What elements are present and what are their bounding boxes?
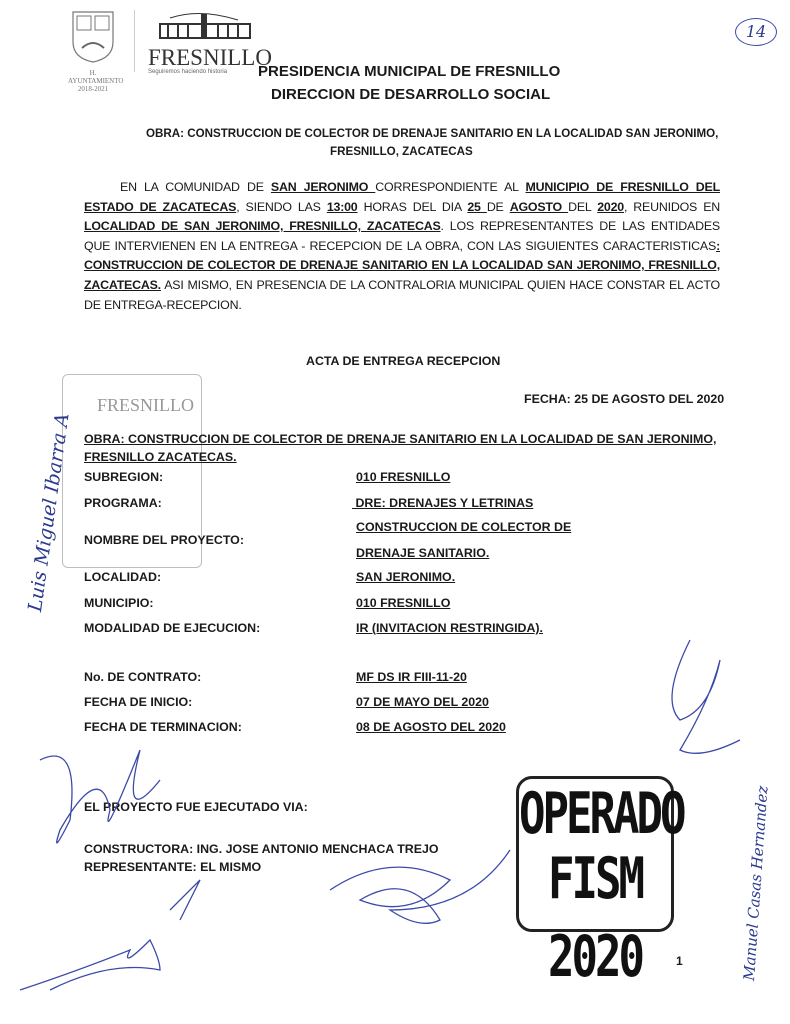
hora: 13:00	[326, 199, 358, 214]
page-number-circled: 14	[735, 18, 777, 46]
subregion-label: SUBREGION:	[84, 470, 164, 484]
signature-left	[40, 750, 160, 843]
dia: 25	[467, 199, 487, 214]
obra-heading-line-2: FRESNILLO, ZACATECAS	[330, 145, 473, 158]
representante-label: REPRESENTANTE:	[84, 860, 197, 874]
modalidad-label: MODALIDAD DE EJECUCION:	[84, 621, 261, 635]
fecha-inicio-value: 07 DE MAYO DEL 2020	[356, 695, 489, 709]
municipio-value: 010 FRESNILLO	[356, 596, 451, 610]
stamp-line-2: FISM 2020	[548, 846, 642, 991]
acta-title: ACTA DE ENTREGA RECEPCION	[306, 354, 501, 368]
acta-fecha: FECHA: 25 DE AGOSTO DEL 2020	[524, 392, 725, 406]
desarrollo-social-stamp: FRESNILLO	[62, 374, 202, 568]
modalidad-value: IR (INVITACION RESTRINGIDA).	[356, 621, 544, 635]
text: . LOS REPRESENTANTES DE LAS ENTIDADES QUE INTERVIENEN EN LA ENTREGA - RECEPCION DE LA OBRA, CON LAS SIGUIENTES CARACTERISTICAS	[84, 219, 720, 253]
acta-obra-line-1: OBRA: CONSTRUCCION DE COLECTOR DE DRENAJE SANITARIO EN LA LOCALIDAD DE SAN JERONIMO,	[84, 432, 717, 446]
constructora-label: CONSTRUCTORA:	[84, 842, 194, 856]
colon: :	[716, 238, 720, 253]
lugar: LOCALIDAD DE SAN JERONIMO, FRESNILLO, ZACATECAS	[84, 219, 441, 234]
localidad-value: SAN JERONIMO.	[356, 570, 456, 584]
text: EN LA COMUNIDAD DE	[120, 180, 271, 194]
programa-value: DRE: DRENAJES Y LETRINAS	[352, 496, 534, 510]
header-subtitle: DIRECCION DE DESARROLLO SOCIAL	[271, 86, 551, 103]
fecha-inicio-label: FECHA DE INICIO:	[84, 695, 193, 709]
text: DEL	[568, 199, 598, 214]
signature-right-vertical: Manuel Casas Hernandez	[740, 785, 772, 982]
text: , REUNIDOS EN	[623, 199, 721, 214]
nombre-proyecto-value: CONSTRUCCION DE COLECTOR DE	[356, 520, 572, 534]
municipio-label: MUNICIPIO:	[84, 596, 154, 610]
text: DE	[486, 199, 510, 214]
signature-center	[330, 850, 510, 923]
text: ASI MISMO, EN PRESENCIA DE LA CONTRALORIA MUNICIPAL QUIEN HACE CONSTAR EL ACTO DE ENTREGA-RECEPCION.	[84, 277, 720, 312]
signature-small	[170, 880, 200, 920]
fecha-terminacion-value: 08 DE AGOSTO DEL 2020	[356, 720, 506, 734]
ayuntamiento-seal: H. AYUNTAMIENTO 2018-2021	[68, 8, 118, 78]
signature-right	[672, 640, 740, 753]
localidad-label: LOCALIDAD:	[84, 570, 162, 584]
anio: 2020	[597, 199, 624, 214]
obra: CONSTRUCCION DE COLECTOR DE DRENAJE SANITARIO EN LA LOCALIDAD SAN JERONIMO, FRESNILLO, ZACATECAS.	[84, 258, 720, 292]
mes: AGOSTO	[509, 199, 569, 214]
ejecutado-via: EL PROYECTO FUE EJECUTADO VIA:	[84, 800, 308, 814]
signature-left-vertical: Luis Miguel Ibarra A	[24, 411, 74, 614]
stamp-line-1: OPERADO	[519, 781, 684, 848]
fecha-terminacion-label: FECHA DE TERMINACION:	[84, 720, 242, 734]
obra-heading-line-1: OBRA: CONSTRUCCION DE COLECTOR DE DRENAJE SANITARIO EN LA LOCALIDAD SAN JERONIMO,	[146, 127, 719, 140]
signature-bottom-left	[20, 940, 160, 990]
nombre-proyecto-label: NOMBRE DEL PROYECTO:	[84, 533, 244, 547]
programa-label: PROGRAMA:	[84, 496, 162, 510]
contrato-label: No. DE CONTRATO:	[84, 670, 202, 684]
fresnillo-logo: FRESNILLO Seguiremos haciendo historia	[148, 10, 268, 75]
acta-obra-line-2: FRESNILLO ZACATECAS.	[84, 450, 237, 464]
header-title: PRESIDENCIA MUNICIPAL DE FRESNILLO	[258, 63, 561, 80]
page-number: 1	[676, 954, 683, 968]
nombre-proyecto-value-2: DRENAJE SANITARIO.	[356, 546, 490, 560]
text: HORAS DEL DIA	[357, 199, 468, 214]
municipio: MUNICIPIO DE FRESNILLO DEL ESTADO DE ZACATECAS	[84, 180, 720, 214]
text: CORRESPONDIENTE AL	[375, 180, 526, 194]
representante-value: EL MISMO	[196, 860, 262, 874]
comunidad: SAN JERONIMO	[270, 180, 376, 194]
text: , SIENDO LAS	[236, 199, 327, 214]
contrato-value: MF DS IR FIII-11-20	[356, 670, 467, 684]
constructora-value: ING. JOSE ANTONIO MENCHACA TREJO	[193, 842, 439, 856]
subregion-value: 010 FRESNILLO	[356, 470, 451, 484]
